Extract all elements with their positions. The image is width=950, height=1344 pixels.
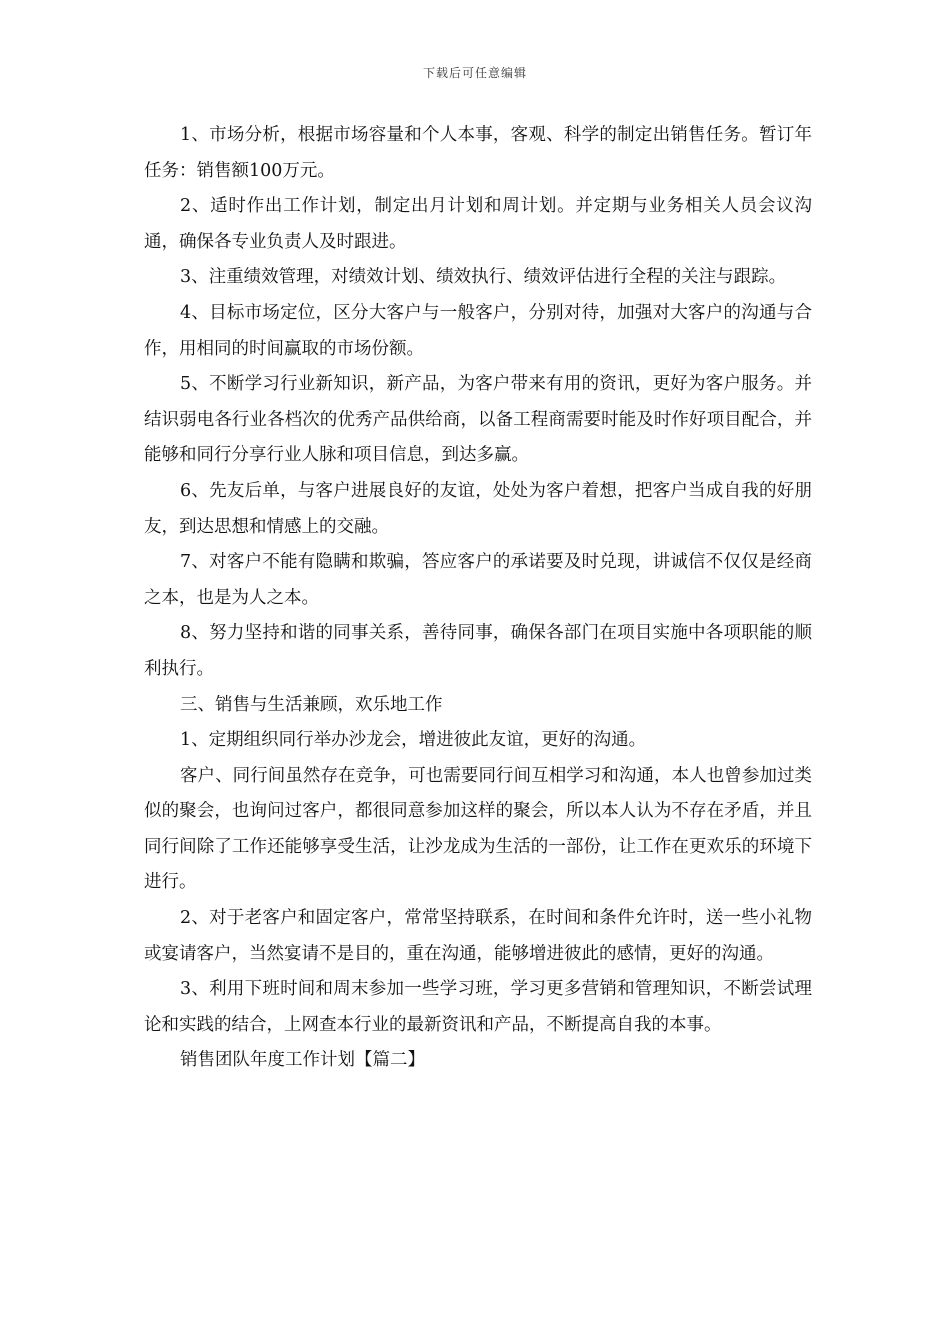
paragraph-item-7: 7、对客户不能有隐瞒和欺骗，答应客户的承诺要及时兑现，讲诚信不仅仅是经商之本，也是为人之本。 <box>144 552 812 608</box>
paragraph-item-3: 3、注重绩效管理，对绩效计划、绩效执行、绩效评估进行全程的关注与跟踪。 <box>180 267 787 288</box>
paragraph-item-6: 6、先友后单，与客户进展良好的友谊，处处为客户着想，把客户当成自我的好朋友，到达思想和情感上的交融。 <box>144 480 812 537</box>
document-body <box>144 118 812 1079</box>
paragraph-item-1: 1、市场分析，根据市场容量和个人本事，客观、科学的制定出销售任务。暂订年任务：销售额100万元。 <box>144 125 812 181</box>
paragraph-item-4: 4、目标市场定位，区分大客户与一般客户，分别对待，加强对大客户的沟通与合作，用相同的时间赢取的市场份额。 <box>144 302 812 359</box>
paragraph-item-2: 2、适时作出工作计划，制定出月计划和周计划。并定期与业务相关人员会议沟通，确保各专业负责人及时跟进。 <box>144 196 812 252</box>
paragraph-item-11: 2、对于老客户和固定客户，常常坚持联系，在时间和条件允许时，送一些小礼物或宴请客户，当然宴请不是目的，重在沟通，能够增进彼此的感情，更好的沟通。 <box>144 908 812 964</box>
paragraph-item-5: 5、不断学习行业新知识，新产品，为客户带来有用的资讯，更好为客户服务。并结识弱电各行业各档次的优秀产品供给商，以备工程商需要时能及时作好项目配合，并能够和同行分享行业人脉和项目信息，到达多赢。 <box>144 374 812 466</box>
paragraph-item-10: 客户、同行间虽然存在竞争，可也需要同行间互相学习和沟通，本人也曾参加过类似的聚会，也询问过客户，都很同意参加这样的聚会，所以本人认为不存在矛盾，并且同行间除了工作还能够享受生活，让沙龙成为生活的一部份，让工作在更欢乐的环境下进行。 <box>144 765 812 893</box>
paragraph-item-12: 3、利用下班时间和周末参加一些学习班，学习更多营销和管理知识，不断尝试理论和实践的结合，上网查本行业的最新资讯和产品，不断提高自我的本事。 <box>144 979 812 1035</box>
paragraph-item-9: 1、定期组织同行举办沙龙会，增进彼此友谊，更好的沟通。 <box>180 730 647 751</box>
page-header: 下载后可任意编辑 <box>422 66 527 80</box>
next-section-title: 销售团队年度工作计划【篇二】 <box>180 1050 425 1071</box>
section-heading: 三、销售与生活兼顾，欢乐地工作 <box>180 694 443 715</box>
paragraph-item-8: 8、努力坚持和谐的同事关系，善待同事，确保各部门在项目实施中各项职能的顺利执行。 <box>144 623 812 679</box>
